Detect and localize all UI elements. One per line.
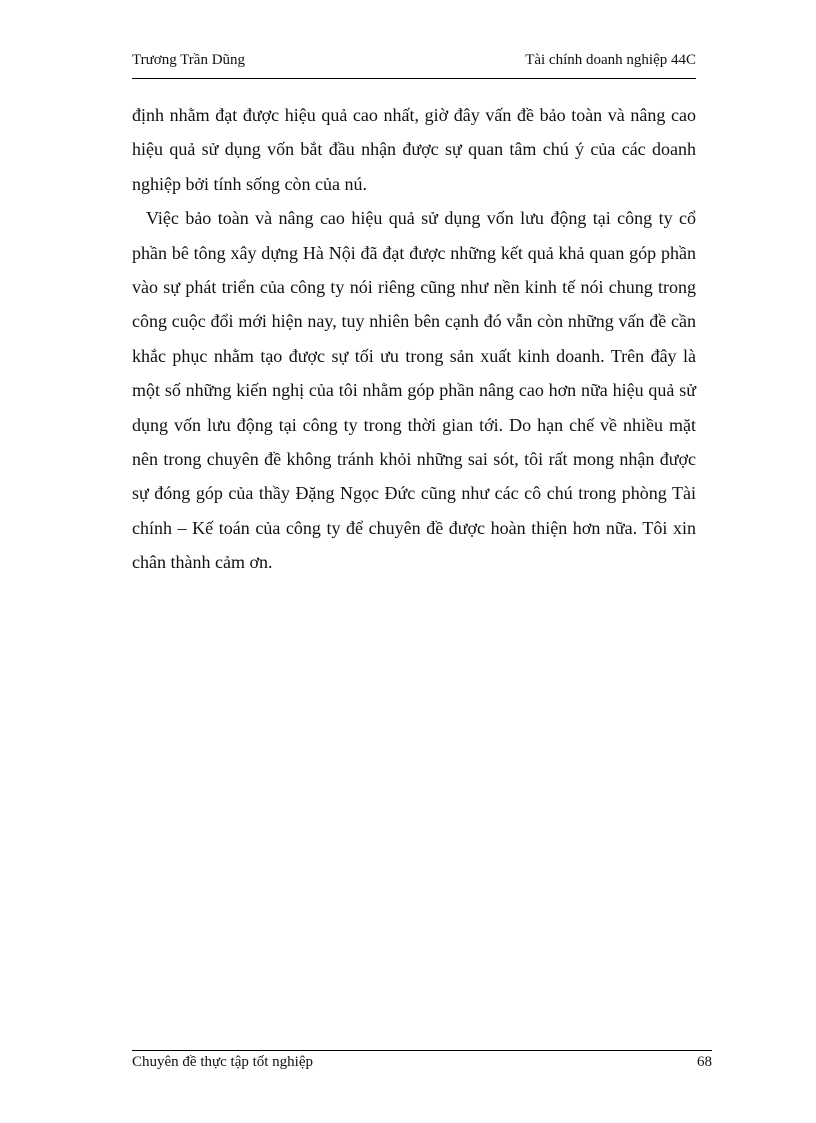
body-paragraph-1: định nhằm đạt được hiệu quả cao nhất, giờ đây vấn đề bảo toàn và nâng cao hiệu quả sử dụng vốn bắt đầu nhận được sự quan tâm chú ý của các doanh nghiệp bởi tính sống còn của nú.: [132, 105, 696, 194]
body-paragraph-2: Việc bảo toàn và nâng cao hiệu quả sử dụng vốn lưu động tại công ty cổ phần bê tông xây dựng Hà Nội đã đạt được những kết quả khả quan góp phần vào sự phát triển của công ty nói riêng cũng như nền kinh tế nói chung trong công cuộc đổi mới hiện nay, tuy nhiên bên cạnh đó vẫn còn những vấn đề cần khắc phục nhằm tạo được sự tối ưu trong sản xuất kinh doanh. Trên đây là một số những kiến nghị của tôi nhằm góp phần nâng cao hơn nữa hiệu quả sử dụng vốn lưu động tại công ty trong thời gian tới. Do hạn chế về nhiều mặt nên trong chuyên đề không tránh khỏi những sai sót, tôi rất mong nhận được sự đóng góp của thầy Đặng Ngọc Đức cũng như các cô chú trong phòng Tài chính – Kế toán của công ty để chuyên đề được hoàn thiện hơn nữa. Tôi xin chân thành cảm ơn.: [132, 208, 696, 573]
page-number: 68: [697, 1054, 712, 1070]
page-header: [132, 52, 696, 74]
footer-divider: [132, 1050, 712, 1051]
header-divider: [132, 78, 696, 79]
header-author: Trương Trần Dũng: [132, 52, 246, 68]
page-footer: [132, 1054, 712, 1076]
footer-title: Chuyên đề thực tập tốt nghiệp: [132, 1054, 314, 1070]
header-course: Tài chính doanh nghiệp 44C: [525, 52, 696, 68]
document-body: [132, 98, 696, 580]
